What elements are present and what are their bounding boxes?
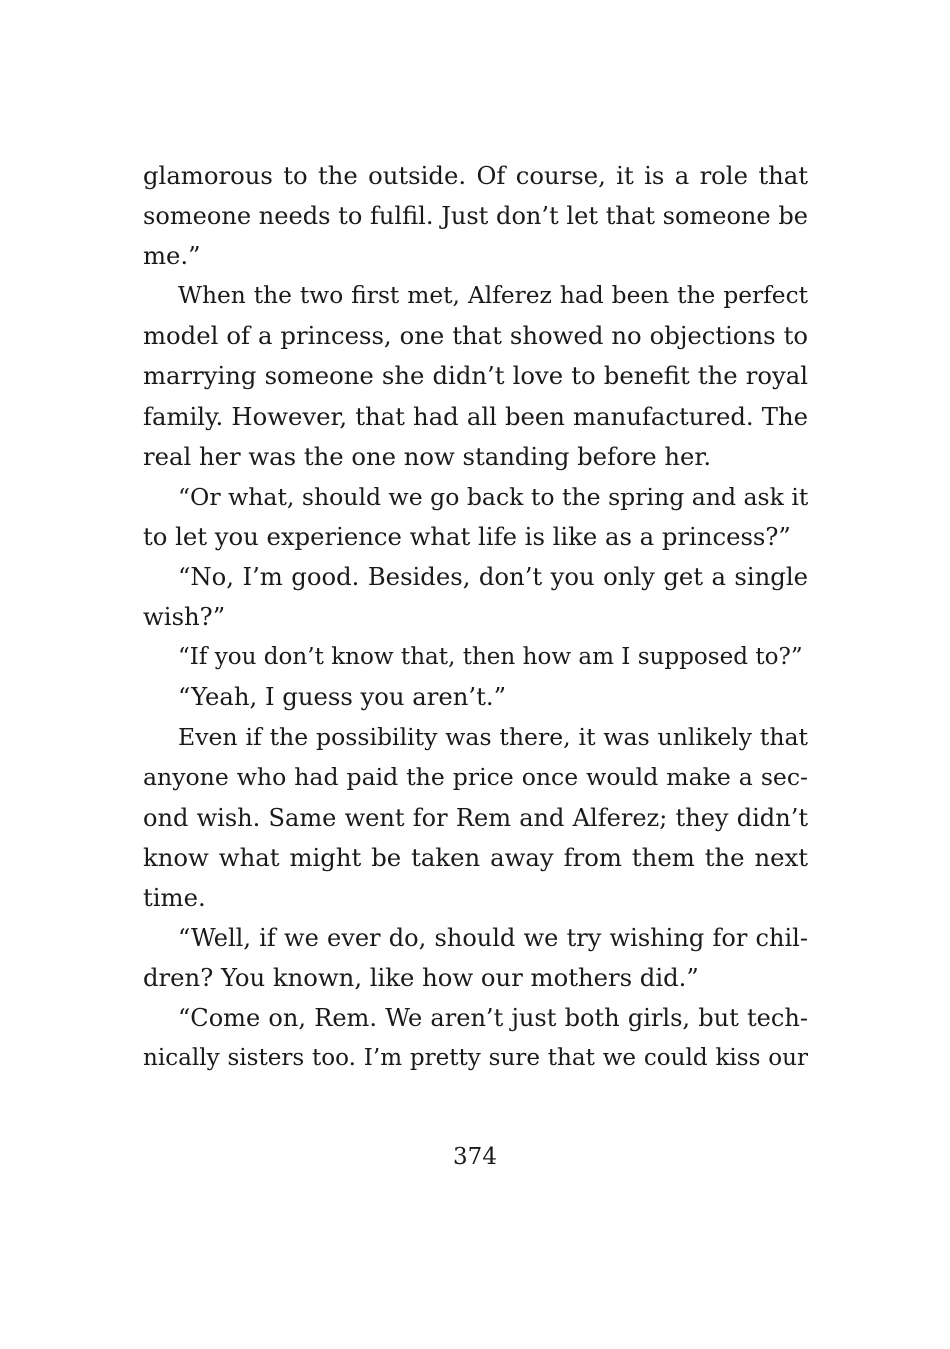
text-line: glamorous to the outside. Of course, it is a role that (143, 161, 808, 190)
paragraph (143, 717, 808, 917)
text-line: real her was the one now standing before her. (143, 441, 712, 471)
text-line: know what might be taken away from them the next (143, 842, 808, 872)
page-number: 374 (453, 1144, 497, 1170)
text-line: to let you experience what life is like as a princess?” (143, 521, 791, 551)
paragraph (143, 918, 808, 998)
text-line: “If you don’t know that, then how am I supposed to?” (178, 644, 803, 671)
text-line: dren? You known, like how our mothers did.” (143, 962, 699, 992)
text-line: family. However, that had all been manufactured. The (143, 401, 808, 431)
text-line: Even if the possibility was there, it was unlikely that (178, 723, 808, 752)
text-line: “Come on, Rem. We aren’t just both girls, but tech- (178, 1003, 808, 1032)
text-line: marrying someone she didn’t love to benefit the royal (143, 361, 808, 391)
paragraph (143, 276, 808, 476)
text-line: wish?” (143, 602, 226, 632)
text-line: “Or what, should we go back to the spring and ask it (178, 482, 809, 511)
paragraph (143, 477, 808, 557)
text-line: ond wish. Same went for Rem and Alferez; they didn’t (143, 803, 808, 832)
text-line: time. (143, 882, 206, 912)
paragraph (143, 677, 808, 717)
paragraph (143, 637, 808, 677)
text-line: someone needs to fulfil. Just don’t let that someone be (143, 202, 808, 231)
paragraph (143, 998, 808, 1078)
text-line: “Yeah, I guess you aren’t.” (178, 682, 507, 712)
text-line: anyone who had paid the price once would make a sec- (143, 763, 808, 792)
body-text (143, 156, 808, 1078)
text-line: me.” (143, 241, 201, 271)
paragraph (143, 557, 808, 637)
text-line: model of a princess, one that showed no objections to (143, 321, 808, 351)
text-line: “No, I’m good. Besides, don’t you only get a single (178, 561, 808, 591)
text-line: nically sisters too. I’m pretty sure that we could kiss our (143, 1045, 808, 1072)
paragraph (143, 156, 808, 276)
text-line: “Well, if we ever do, should we try wishing for chil- (178, 923, 808, 952)
text-line: When the two first met, Alferez had been the perfect (178, 282, 808, 310)
